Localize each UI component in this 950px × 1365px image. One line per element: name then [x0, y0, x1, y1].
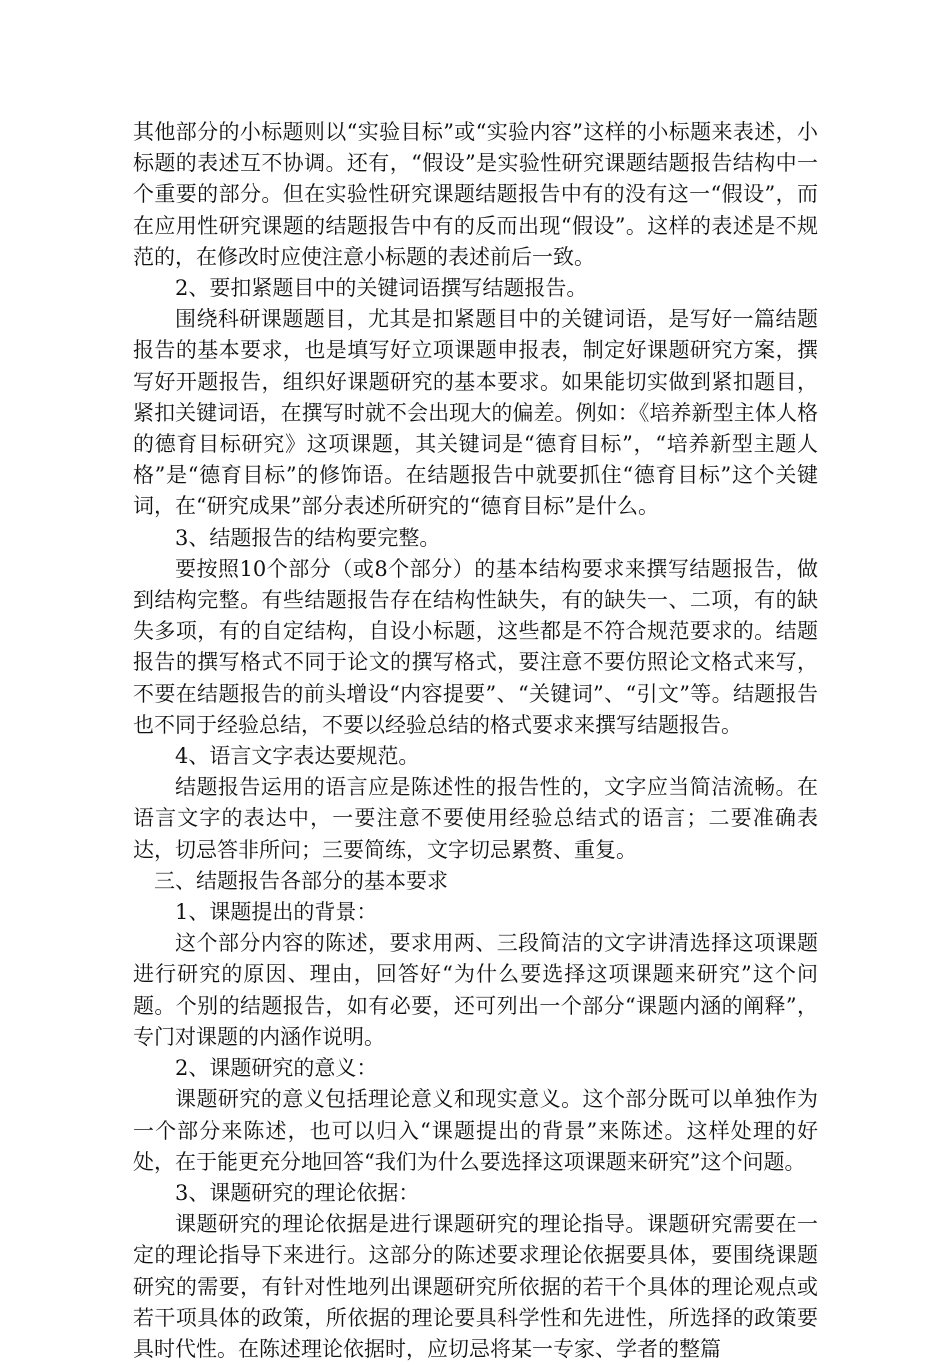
- paragraph-background: 这个部分内容的陈述，要求用两、三段简洁的文字讲清选择这项课题进行研究的原因、理由，回答好“为什么要选择这项课题来研究”这个问题。个别的结题报告，如有必要，还可列出一个部分“课题内涵的阐释”，专门对课题的内涵作说明。: [133, 931, 818, 1049]
- paragraph-continuation: 其他部分的小标题则以“实验目标”或“实验内容”这样的小标题来表述，小标题的表述互不协调。还有，“假设”是实验性研究课题结题报告结构中一个重要的部分。但在实验性研究课题结题报告中有的没有这一“假设”，而在应用性研究课题的结题报告中有的反而出现“假设”。这样的表述是不规范的，在修改时应使注意小标题的表述前后一致。: [133, 120, 818, 269]
- document-page: [133, 117, 818, 1365]
- subheading-2: 2、要扣紧题目中的关键词语撰写结题报告。: [175, 276, 588, 301]
- section-heading-3: 三、结题报告各部分的基本要求: [154, 868, 448, 893]
- subheading-3: 3、结题报告的结构要完整。: [175, 525, 441, 550]
- subheading-significance: 2、课题研究的意义：: [175, 1056, 378, 1081]
- paragraph-keywords: 围绕科研课题题目，尤其是扣紧题目中的关键词语，是写好一篇结题报告的基本要求，也是填写好立项课题申报表，制定好课题研究方案，撰写好开题报告，组织好课题研究的基本要求。如果能切实做到紧扣题目，紧扣关键词语，在撰写时就不会出现大的偏差。例如：《培养新型主体人格的德育目标研究》这项课题，其关键词是“德育目标”，“培养新型主题人格”是“德育目标”的修饰语。在结题报告中就要抓住“德育目标”这个关键词，在“研究成果”部分表述所研究的“德育目标”是什么。: [133, 307, 818, 519]
- subheading-4: 4、语言文字表达要规范。: [175, 744, 420, 769]
- subheading-theory: 3、课题研究的理论依据：: [175, 1180, 420, 1205]
- subheading-background: 1、课题提出的背景：: [175, 900, 378, 925]
- paragraph-theory: 课题研究的理论依据是进行课题研究的理论指导。课题研究需要在一定的理论指导下来进行。这部分的陈述要求理论依据要具体，要围绕课题研究的需要，有针对性地列出课题研究所依据的若干个具体的理论观点或若干项具体的政策，所依据的理论要具科学性和先进性，所选择的政策要具时代性。在陈述理论依据时，应切忌将某一专家、学者的整篇: [133, 1212, 818, 1361]
- paragraph-language: 结题报告运用的语言应是陈述性的报告性的，文字应当简洁流畅。在语言文字的表达中，一要注意不要使用经验总结式的语言；二要准确表达，切忌答非所问；三要简练，文字切忌累赘、重复。: [133, 775, 818, 862]
- paragraph-significance: 课题研究的意义包括理论意义和现实意义。这个部分既可以单独作为一个部分来陈述，也可以归入“课题提出的背景”来陈述。这样处理的好处，在于能更充分地回答“我们为什么要选择这项课题来研究”这个问题。: [133, 1087, 818, 1174]
- paragraph-structure: 要按照10个部分（或8个部分）的基本结构要求来撰写结题报告，做到结构完整。有些结题报告存在结构性缺失，有的缺失一、二项，有的缺失多项，有的自定结构，自设小标题，这些都是不符合规范要求的。结题报告的撰写格式不同于论文的撰写格式，要注意不要仿照论文格式来写，不要在结题报告的前头增设“内容提要”、“关键词”、“引文”等。结题报告也不同于经验总结，不要以经验总结的格式要求来撰写结题报告。: [133, 556, 818, 737]
